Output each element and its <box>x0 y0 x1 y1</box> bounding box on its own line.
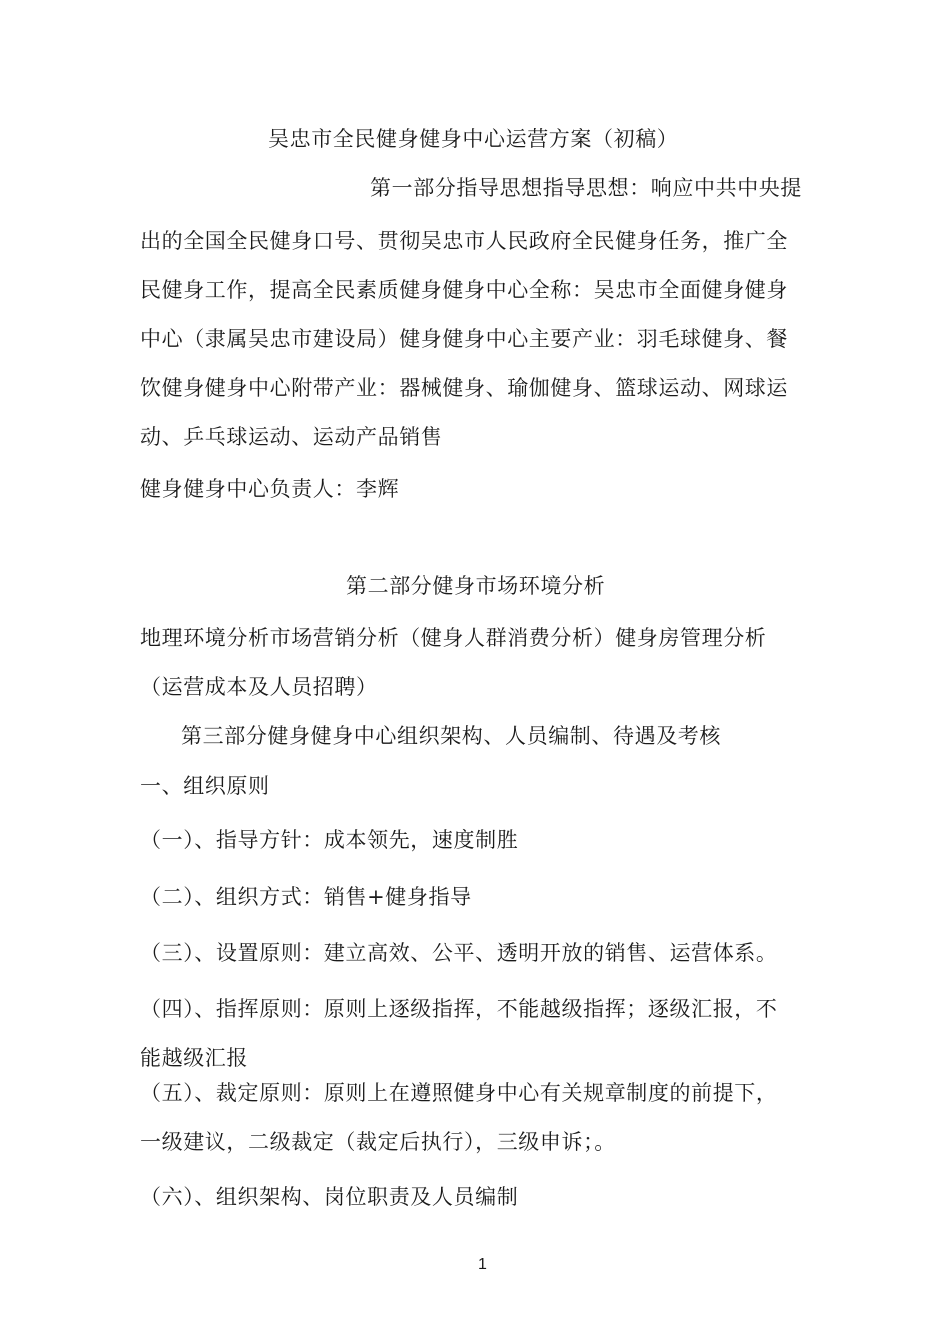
manager-line: 健身健身中心负责人：李辉 <box>140 477 400 501</box>
list-item: （五）、裁定原则：原则上在遵照健身中心有关规章制度的前提下， <box>140 1081 778 1105</box>
list-item: 一级建议，二级裁定（裁定后执行），三级申诉；。 <box>140 1130 616 1154</box>
part2-line: 地理环境分析市场营销分析（健身人群消费分析）健身房管理分析 <box>140 626 767 650</box>
list-item: （三）、设置原则：建立高效、公平、透明开放的销售、运营体系。 <box>140 941 778 965</box>
part1-line: 饮健身健身中心附带产业：器械健身、瑜伽健身、篮球运动、网球运 <box>140 376 788 400</box>
list-item: （六）、组织架构、岗位职责及人员编制 <box>140 1185 519 1209</box>
list-item: （一）、指导方针：成本领先，速度制胜 <box>140 828 519 852</box>
page-number: 1 <box>478 1256 487 1273</box>
part1-line: 出的全国全民健身口号、贯彻吴忠市人民政府全民健身任务，推广全 <box>140 229 788 253</box>
list-item: （四）、指挥原则：原则上逐级指挥，不能越级指挥；逐级汇报，不 <box>140 997 778 1021</box>
part3-heading: 第三部分健身健身中心组织架构、人员编制、待遇及考核 <box>181 724 721 748</box>
part2-heading: 第二部分健身市场环境分析 <box>346 574 606 598</box>
part1-line: 民健身工作，提高全民素质健身健身中心全称：吴忠市全面健身健身 <box>140 278 788 302</box>
part1-line: 中心（隶属吴忠市建设局）健身健身中心主要产业：羽毛球健身、餐 <box>140 327 788 351</box>
section-heading: 一、组织原则 <box>140 774 270 798</box>
part2-line: （运营成本及人员招聘） <box>140 675 378 699</box>
part1-line: 动、乒乓球运动、运动产品销售 <box>140 425 443 449</box>
list-item: 能越级汇报 <box>140 1046 248 1070</box>
document-title: 吴忠市全民健身健身中心运营方案（初稿） <box>268 127 679 151</box>
part1-line: 第一部分指导思想指导思想：响应中共中央提 <box>370 176 802 200</box>
list-item: （二）、组织方式：销售+健身指导 <box>140 885 472 909</box>
